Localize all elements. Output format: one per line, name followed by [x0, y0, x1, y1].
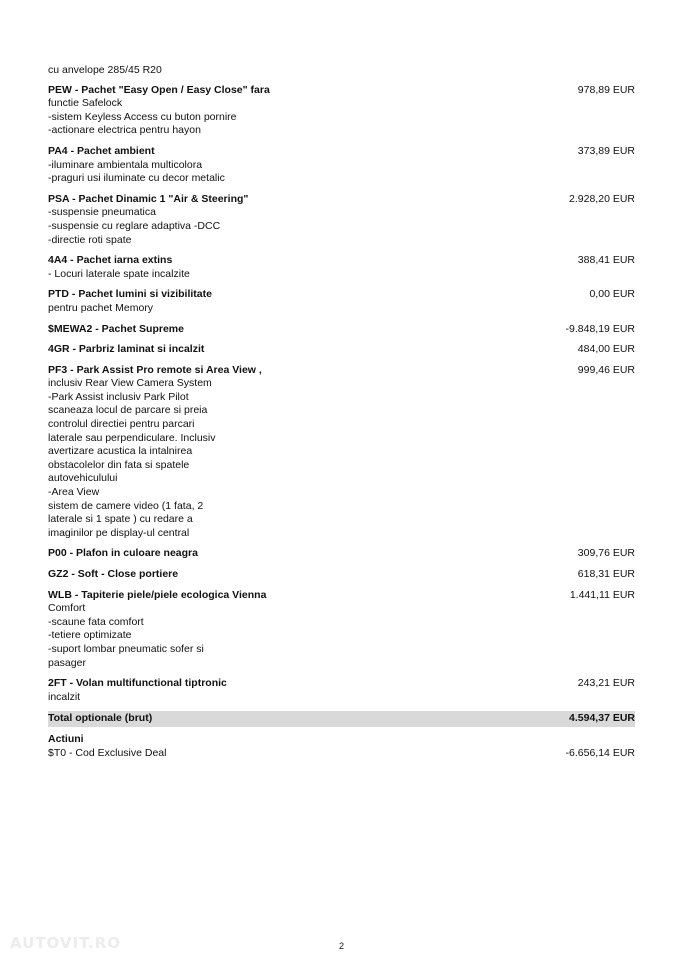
option-title: PEW - Pachet "Easy Open / Easy Close" fara — [48, 83, 270, 96]
option-detail-line: inclusiv Rear View Camera System — [48, 377, 212, 390]
lead-line: cu anvelope 285/45 R20 — [48, 64, 162, 76]
option-price: -9.848,19 EUR — [565, 322, 635, 335]
total-row — [48, 711, 635, 727]
option-price: 373,89 EUR — [577, 144, 635, 157]
option-item — [48, 364, 635, 541]
option-detail-line: pentru pachet Memory — [48, 301, 154, 314]
watermark-logo: AUTOVIT.RO — [10, 934, 122, 952]
option-price: 978,89 EUR — [577, 83, 635, 96]
option-price: 484,00 EUR — [577, 343, 635, 356]
option-detail-line: Comfort — [48, 602, 86, 615]
option-title: $MEWA2 - Pachet Supreme — [48, 322, 184, 335]
option-price: 0,00 EUR — [589, 288, 635, 301]
option-description — [48, 568, 308, 582]
option-detail-line: -suspensie cu reglare adaptiva -DCC — [48, 219, 221, 232]
document-page — [48, 64, 635, 760]
option-description — [48, 288, 308, 315]
option-title: GZ2 - Soft - Close portiere — [48, 568, 179, 580]
option-description — [48, 677, 308, 704]
action-row — [48, 747, 635, 761]
option-description — [48, 547, 308, 561]
option-detail-line: -tetiere optimizate — [48, 629, 132, 642]
option-detail-line: -suport lombar pneumatic sofer si — [48, 642, 204, 655]
option-price: 2.928,20 EUR — [569, 192, 635, 205]
option-description — [48, 193, 308, 247]
option-detail-line: -Area View — [48, 486, 100, 499]
option-description — [48, 589, 308, 671]
option-description — [48, 254, 308, 281]
option-item — [48, 343, 635, 357]
option-detail-line: -iluminare ambientala multicolora — [48, 158, 203, 171]
action-value: -6.656,14 EUR — [565, 746, 635, 759]
option-title: PF3 - Park Assist Pro remote si Area View , — [48, 363, 262, 376]
action-label: $T0 - Cod Exclusive Deal — [48, 746, 167, 759]
option-item — [48, 677, 635, 704]
option-detail-line: -actionare electrica pentru hayon — [48, 124, 201, 137]
option-item — [48, 254, 635, 281]
option-title: PSA - Pachet Dinamic 1 "Air & Steering" — [48, 192, 249, 205]
option-detail-line: obstacolelor din fata si spatele — [48, 458, 190, 471]
option-detail-line: pasager — [48, 656, 86, 669]
option-item — [48, 568, 635, 582]
option-title: 2FT - Volan multifunctional tiptronic — [48, 677, 227, 690]
option-title: PTD - Pachet lumini si vizibilitate — [48, 288, 212, 301]
option-description — [48, 323, 308, 337]
option-detail-line: laterale si 1 spate ) cu redare a — [48, 513, 193, 526]
actions-section — [48, 733, 635, 760]
option-price: 388,41 EUR — [577, 254, 635, 267]
option-detail-line: autovehiculului — [48, 472, 118, 485]
option-item — [48, 193, 635, 247]
option-title: PA4 - Pachet ambient — [48, 144, 155, 157]
option-title: P00 - Plafon in culoare neagra — [48, 547, 198, 560]
option-title: WLB - Tapiterie piele/piele ecologica Vienna — [48, 588, 267, 601]
option-detail-line: controlul directiei pentru parcari — [48, 418, 195, 431]
actions-title: Actiuni — [48, 732, 84, 745]
option-price: 618,31 EUR — [577, 568, 635, 580]
option-description — [48, 145, 308, 186]
option-detail-line: imaginilor pe display-ul central — [48, 526, 190, 539]
option-detail-line: -directie roti spate — [48, 233, 132, 246]
option-detail-line: -Park Assist inclusiv Park Pilot — [48, 390, 189, 403]
total-label: Total optionale (brut) — [48, 712, 153, 725]
option-item — [48, 145, 635, 186]
option-description — [48, 84, 308, 138]
option-detail-line: -scaune fata comfort — [48, 615, 144, 628]
option-price: 309,76 EUR — [577, 547, 635, 560]
option-item — [48, 547, 635, 561]
option-price: 243,21 EUR — [577, 677, 635, 690]
option-detail-line: sistem de camere video (1 fata, 2 — [48, 499, 204, 512]
option-description — [48, 343, 308, 357]
option-detail-line: - Locuri laterale spate incalzite — [48, 267, 190, 280]
option-description — [48, 364, 308, 541]
total-value: 4.594,37 EUR — [569, 712, 635, 725]
actions-list — [48, 747, 635, 761]
option-price: 999,46 EUR — [577, 363, 635, 376]
option-detail-line: incalzit — [48, 690, 81, 703]
option-detail-line: scaneaza locul de parcare si preia — [48, 404, 208, 417]
option-price: 1.441,11 EUR — [569, 588, 635, 601]
option-title: 4GR - Parbriz laminat si incalzit — [48, 343, 205, 356]
option-title: 4A4 - Pachet iarna extins — [48, 254, 173, 267]
option-detail-line: -praguri usi iluminate cu decor metalic — [48, 172, 225, 185]
page-number: 2 — [338, 941, 344, 951]
option-item — [48, 589, 635, 671]
option-item — [48, 323, 635, 337]
option-detail-line: laterale sau perpendiculare. Inclusiv — [48, 431, 216, 444]
options-list — [48, 84, 635, 705]
option-detail-line: avertizare acustica la intalnirea — [48, 445, 193, 458]
option-item — [48, 84, 635, 138]
option-detail-line: -suspensie pneumatica — [48, 206, 156, 219]
option-item — [48, 288, 635, 315]
option-detail-line: -sistem Keyless Access cu buton pornire — [48, 110, 237, 123]
option-detail-line: functie Safelock — [48, 97, 123, 110]
